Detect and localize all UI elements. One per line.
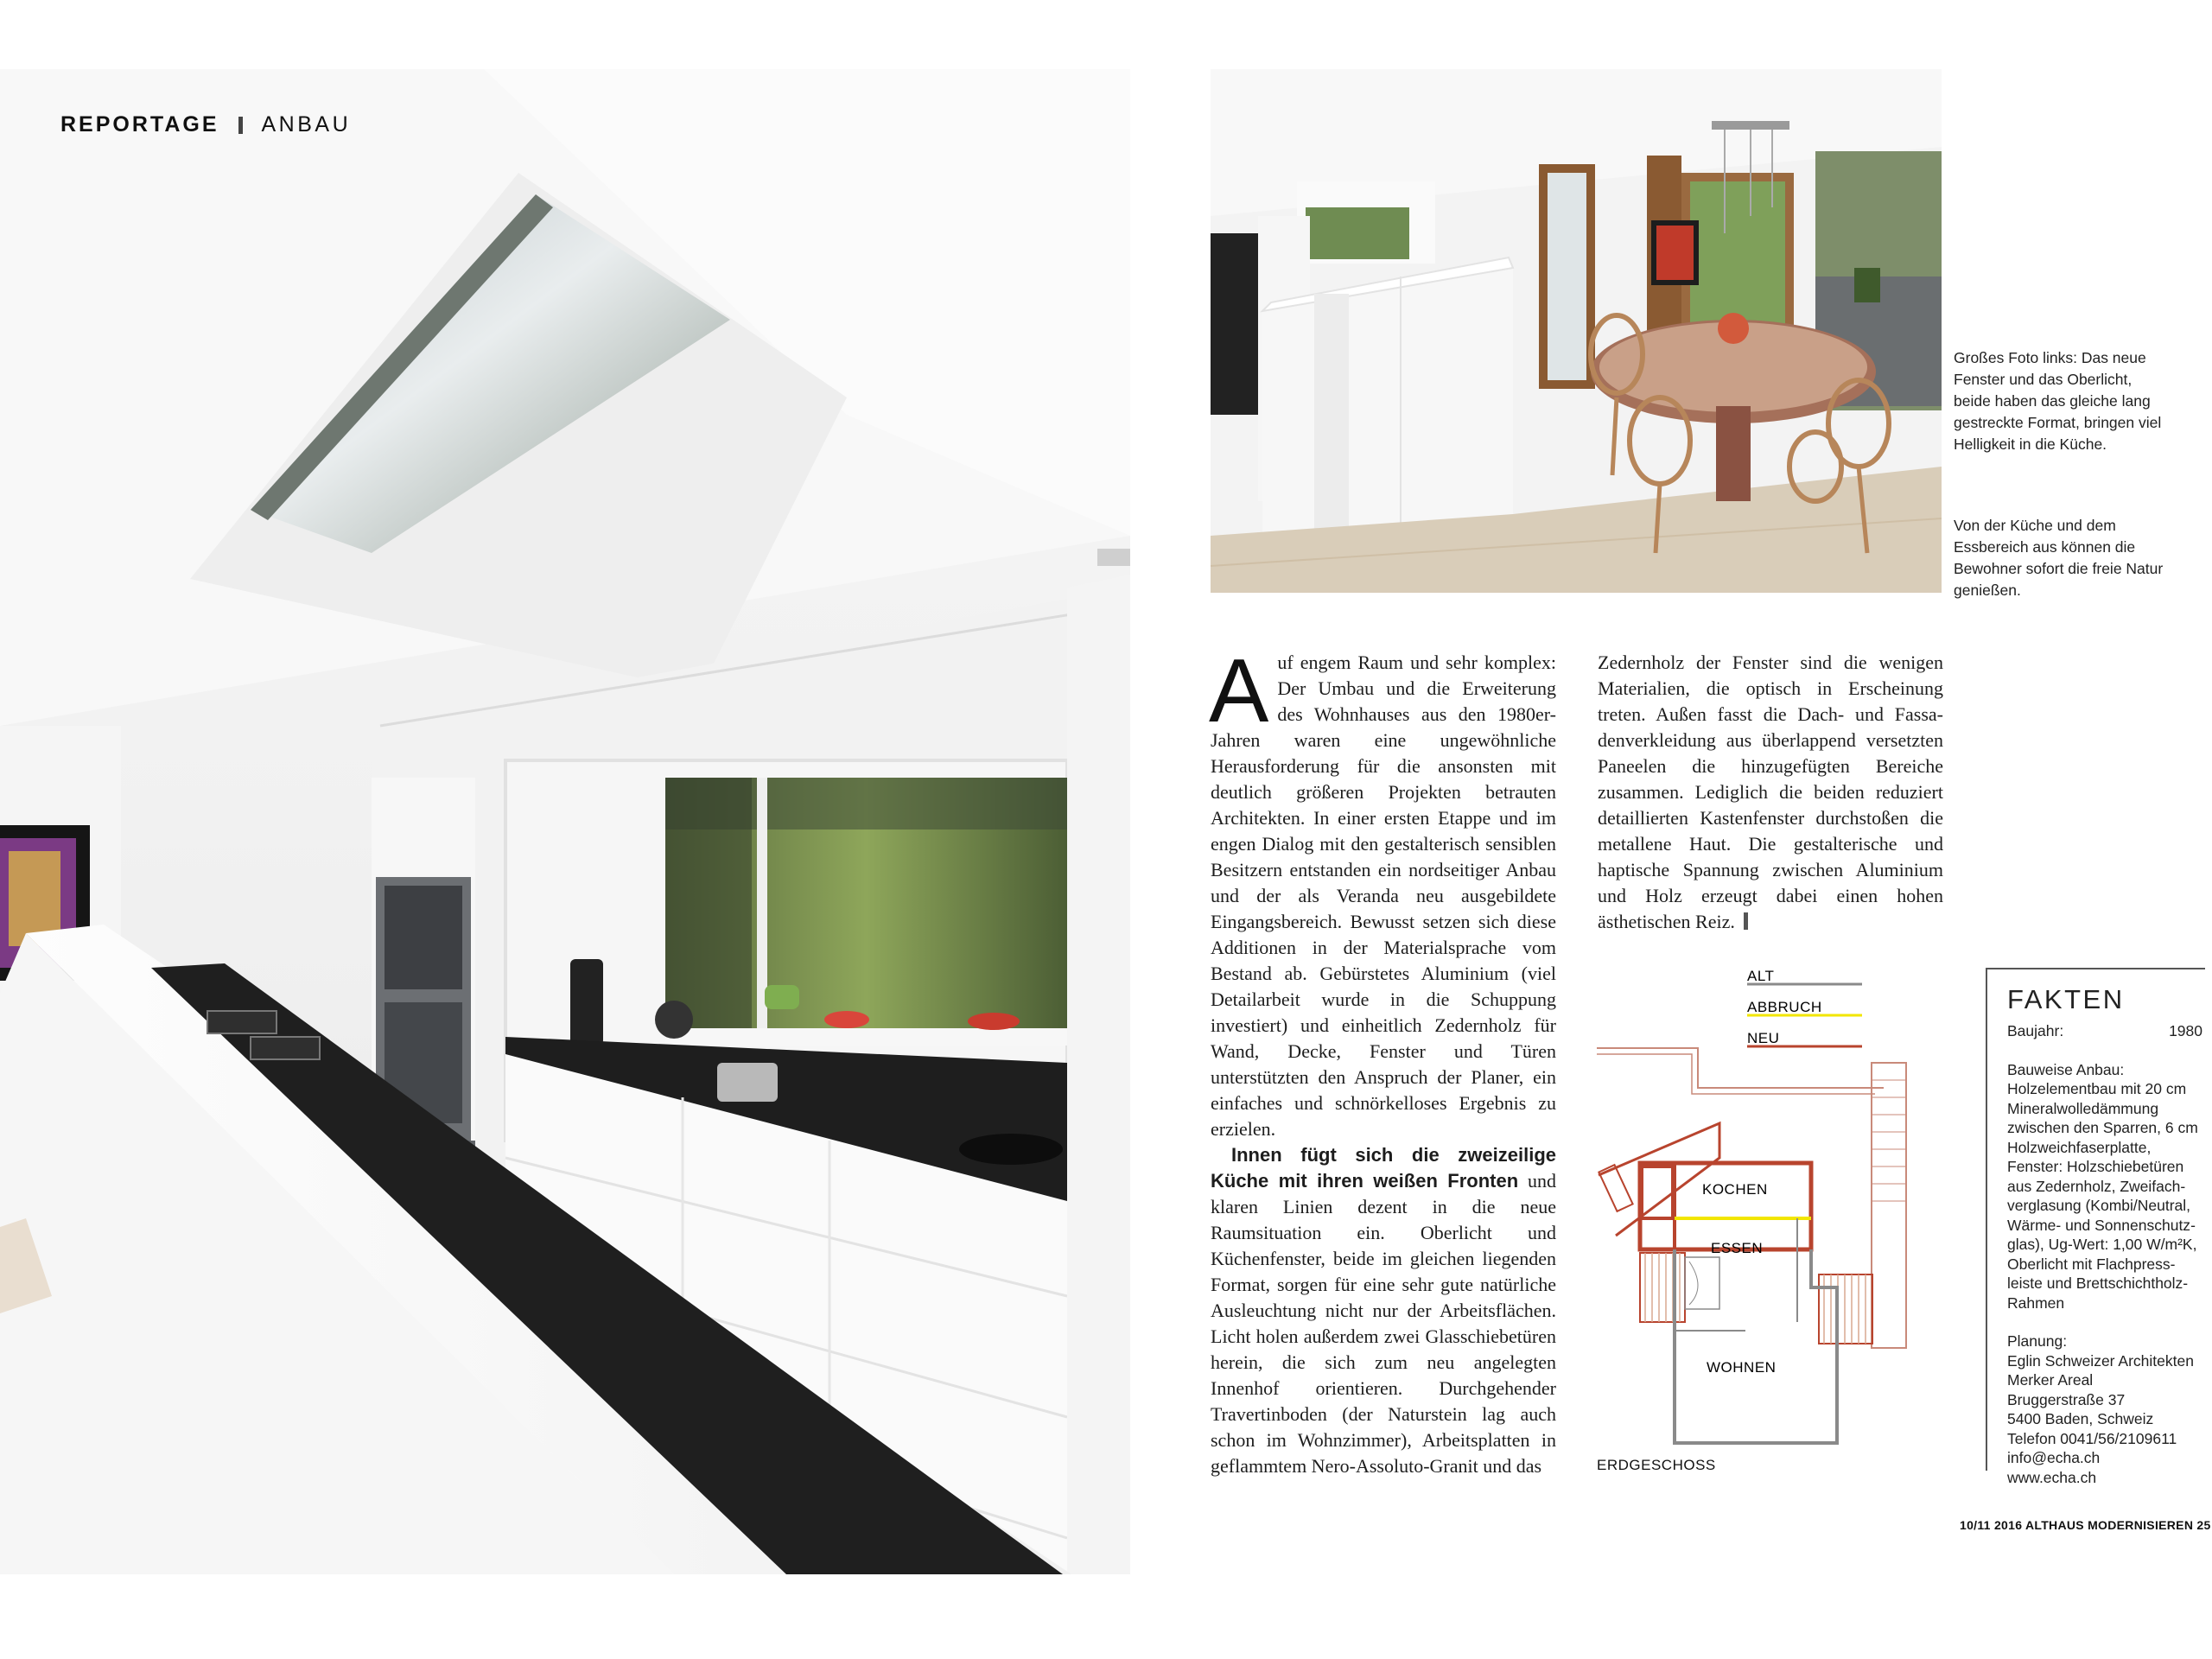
kitchen-illustration <box>0 69 1130 1574</box>
article-column-1 <box>1209 641 1557 1479</box>
article-column-2 <box>1598 650 1943 935</box>
facts-planning-line: Telefon 0041/56/2109611 <box>2007 1429 2177 1447</box>
floor-plan <box>1590 959 1936 1478</box>
facts-website-link[interactable]: www.echa.ch <box>2007 1468 2097 1486</box>
end-mark-icon <box>1744 912 1748 930</box>
facts-construction: Bauweise Anbau: Holzelementbau mit 20 cm Mineralwolledämmung zwischen den Sparren, 6 cm Holzweichfaserplatte, Fenster: Holzschiebetüren aus Zedernholz, Zweifachverglasung (Kombi/Neutral, Wärme- und Sonnenschutzglas), Ug-Wert: 1,00 W/m²K, Oberlicht mit Flachpressleiste und Brettschichtholz-Rahmen <box>2007 1060 2198 1312</box>
room-label-kochen: KOCHEN <box>1702 1181 1768 1198</box>
legend-abbruch-label: ABBRUCH <box>1747 999 1822 1015</box>
room-label-wohnen: WOHNEN <box>1707 1359 1777 1376</box>
facts-email-link[interactable]: info@echa.ch <box>2007 1449 2101 1466</box>
dining-photo <box>1211 69 1942 593</box>
facts-title: FAKTEN <box>2007 984 2125 1014</box>
paragraph-3-text: Zedernholz der Fenster sind die wenigen Materialien, die optisch in Erscheinung treten. Außen fasst die Dach- und Fassadenverkleidung aus überlappend versetzten Paneelen die hinzugefügten Bereiche zusammen. Lediglich die beiden reduziert detaillierten Kastenfenster durchstoßen die metallene Haut. Die gestalterische und haptische Spannung zwischen Aluminium und Holz erzeugt dabei einen hohen ästhetischen Reiz. <box>1598 652 1943 932</box>
facts-planning-line: Merker Areal <box>2007 1371 2094 1389</box>
facts-year-value: 1980 <box>2169 1022 2202 1039</box>
room-label-essen: ESSEN <box>1711 1240 1764 1256</box>
facts-planning-line: Bruggerstraße 37 <box>2007 1390 2126 1408</box>
paragraph-1-text: uf engem Raum und sehr komplex: Der Umbau und die Erweiterung des Wohnhauses aus den 1980er-Jahren waren eine ungewöhnliche Herausforderung für die ansonsten mit deutlich größeren Projekten betrauten Architekten. In einer ersten Etappe und im engen Dialog mit den gestalterisch sensiblen Besitzern entstanden ein nordseitiger Anbau und der als Veranda neu ausgebildete Eingangsbereich. Bewusst setzen sich diese Additionen in der Materialsprache vom Bestand ab. Gebürstetes Aluminium (viel Detailarbeit wurde in die Schuppung investiert) und einheitlich Zedernholz für Wand, Decke, Fenster und Türen unterstützten den Anspruch der Planer, ein einfaches und schnörkelloses Ergebnis zu erzielen. <box>1211 652 1556 1140</box>
facts-box <box>1986 968 2205 1486</box>
dining-illustration <box>1211 69 1942 593</box>
article-paragraph-2 <box>1211 1142 1556 1479</box>
paragraph-2-lead-in: Innen fügt sich die zweizeilige Küche mit ihren weißen Fronten <box>1211 1144 1556 1192</box>
legend-alt-label: ALT <box>1747 968 1775 984</box>
paragraph-2-text: und klaren Linien dezent in die neue Raumsituation ein. Oberlicht und Küchenfenster, beide im gleichen liegenden Format, sorgen für eine sehr gute natürliche Ausleuchtung nicht nur der Arbeitsflächen. Licht holen außerdem zwei Glasschiebetüren herein, die sich zum neu angelegten Innenhof orientieren. Durchgehender Travertinboden (der Naturstein lag auch schon im Wohnzimmer), Arbeitsplatten in geflammtem Nero-Assoluto-Granit und das <box>1211 1170 1557 1477</box>
section-label: REPORTAGE <box>60 112 219 137</box>
section-header <box>60 112 351 137</box>
subsection-label: ANBAU <box>261 112 352 137</box>
photo-caption-kitchen: Großes Foto links: Das neue Fenster und das Oberlicht, beide haben das gleiche lang gestreckte Format, bringen viel Helligkeit in die Küche. <box>1954 349 2162 453</box>
kitchen-photo <box>0 69 1130 1574</box>
facts-planning-line: Eglin Schweizer Architekten <box>2007 1351 2194 1370</box>
plan-legend <box>1747 968 1862 1046</box>
header-divider <box>238 117 243 134</box>
article-paragraph-3 <box>1598 650 1943 935</box>
drop-cap: A <box>1209 641 1269 741</box>
facts-year-row <box>2007 1021 2202 1041</box>
article-paragraph-1 <box>1209 641 1556 1142</box>
page-footer: 10/11 2016 ALTHAUS MODERNISIEREN 25 <box>1960 1518 2211 1532</box>
facts-body <box>2007 1021 2202 1487</box>
facts-planning-label: Planung: <box>2007 1332 2068 1350</box>
floor-plan-caption: ERDGESCHOSS <box>1597 1457 1716 1473</box>
facts-year-label: Baujahr: <box>2007 1022 2064 1039</box>
legend-neu-label: NEU <box>1747 1030 1780 1046</box>
facts-planning-line: 5400 Baden, Schweiz <box>2007 1410 2154 1427</box>
photo-caption-dining: Von der Küche und dem Essbereich aus können die Bewohner sofort die freie Natur genießen. <box>1954 517 2164 599</box>
